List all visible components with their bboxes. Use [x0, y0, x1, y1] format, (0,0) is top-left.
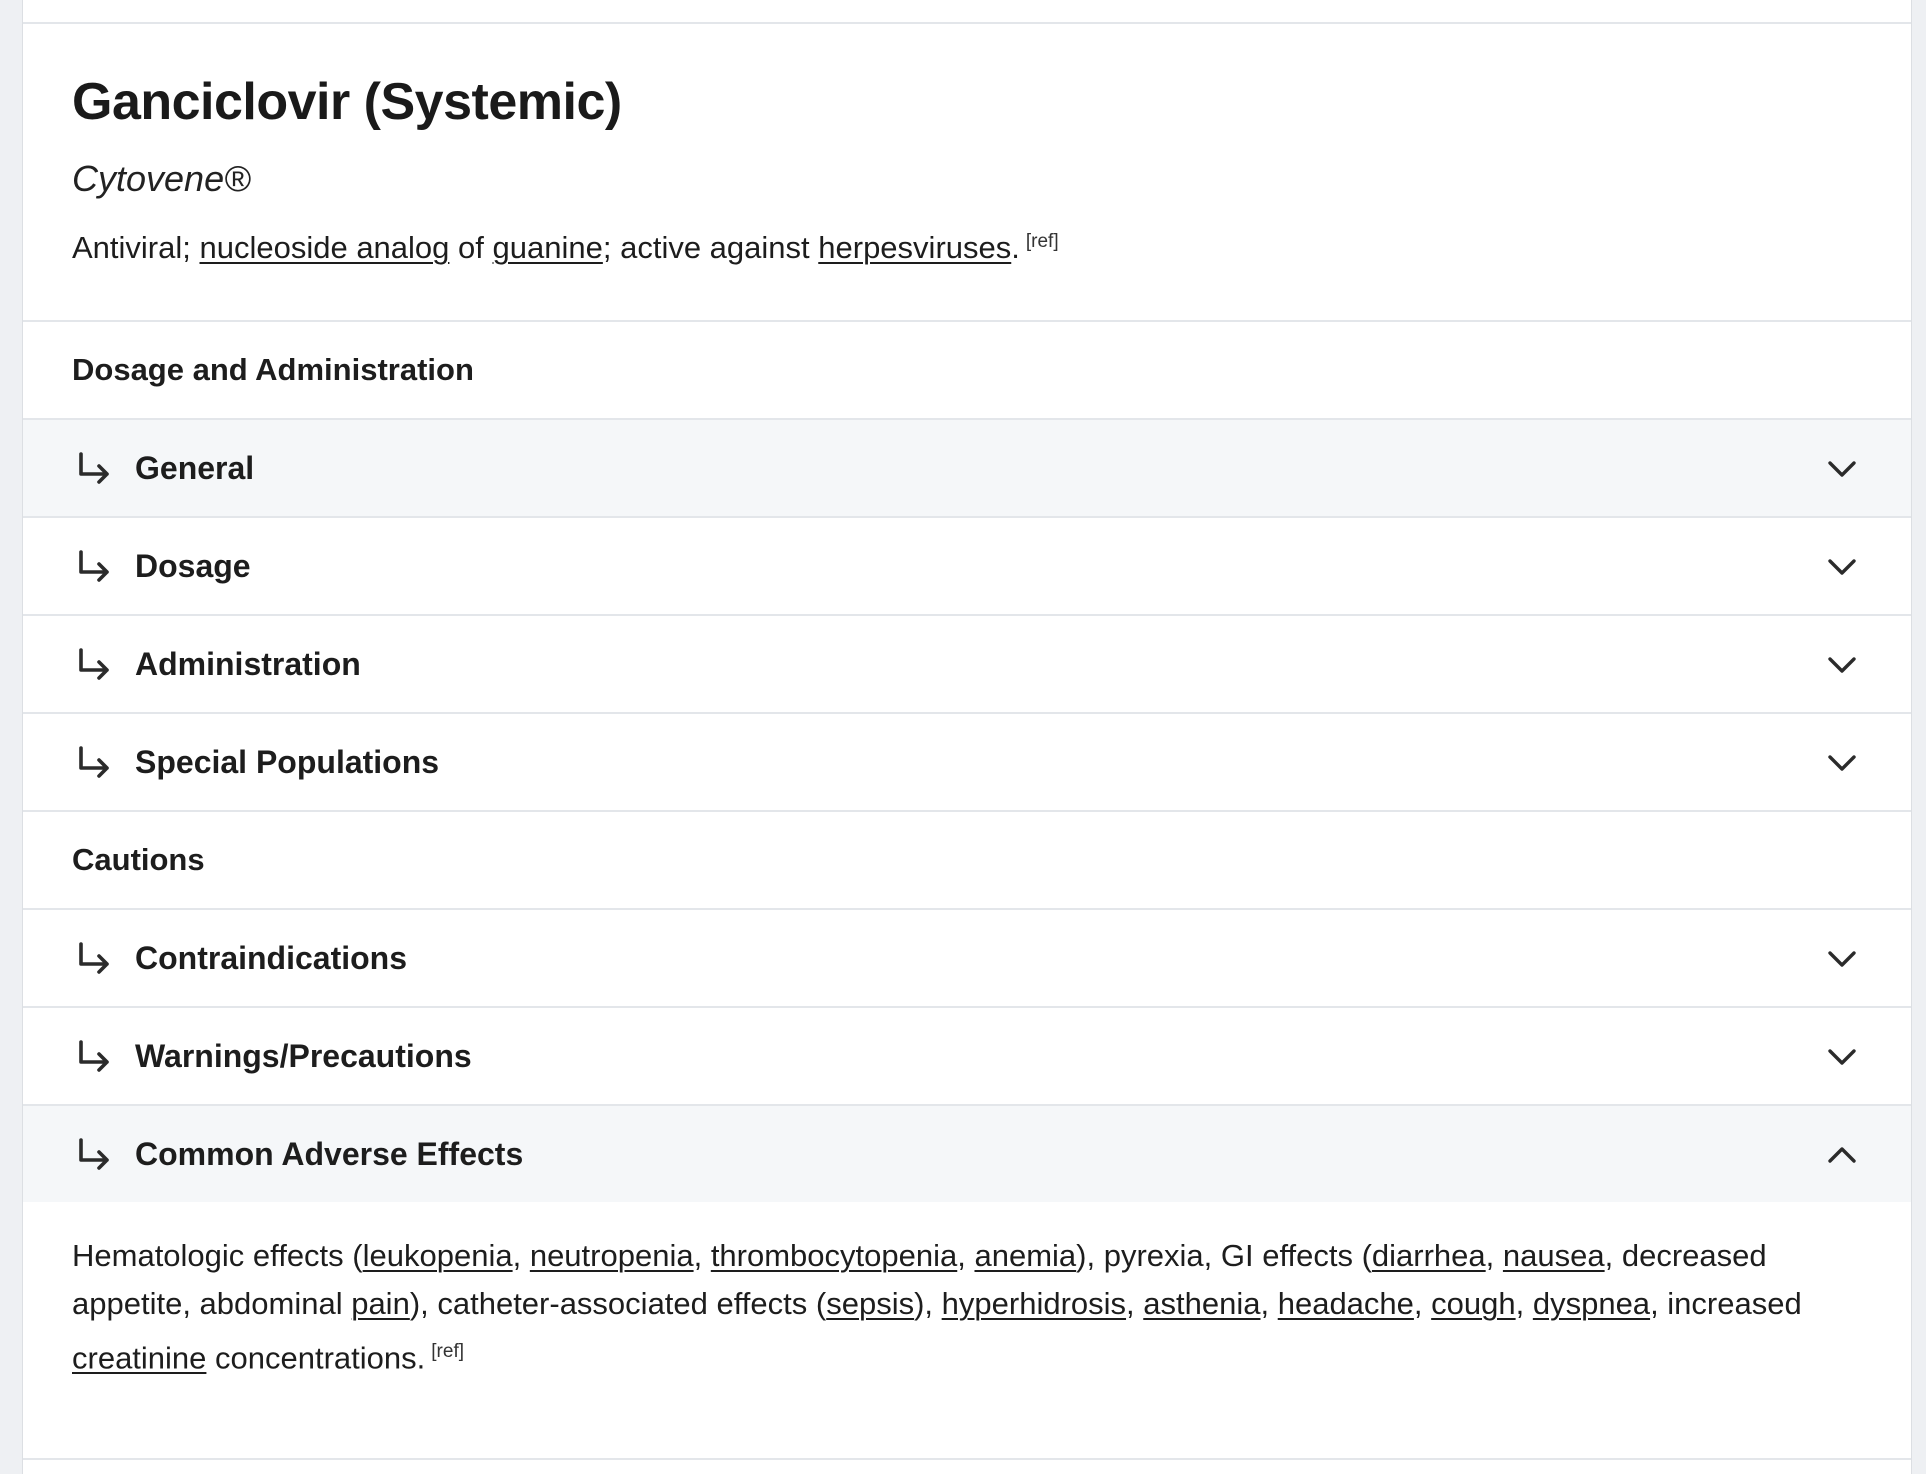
- accordion-label: General: [135, 450, 255, 486]
- monograph-header: [23, 24, 1911, 322]
- link-creatinine[interactable]: creatinine: [72, 1340, 207, 1376]
- link-pain[interactable]: pain: [351, 1286, 410, 1321]
- accordion-warnings-precautions[interactable]: [23, 1008, 1911, 1106]
- link-nucleoside-analog[interactable]: nucleoside analog: [199, 230, 450, 265]
- link-asthenia[interactable]: asthenia: [1143, 1286, 1261, 1321]
- subdirectory-arrow-icon: [75, 744, 115, 784]
- accordion-label: Warnings/Precautions: [135, 1038, 472, 1074]
- ref-link[interactable]: [ref]: [431, 1341, 465, 1362]
- link-guanine[interactable]: guanine: [492, 230, 603, 265]
- accordion-administration[interactable]: [23, 616, 1911, 714]
- chevron-down-icon[interactable]: [1827, 748, 1857, 778]
- page-title: Ganciclovir (Systemic): [72, 73, 622, 131]
- accordion-label: Dosage: [135, 548, 251, 584]
- link-dyspnea[interactable]: dyspnea: [1532, 1286, 1651, 1321]
- chevron-down-icon[interactable]: [1827, 454, 1857, 484]
- subdirectory-arrow-icon: [75, 940, 115, 980]
- accordion-label: Common Adverse Effects: [135, 1136, 524, 1172]
- accordion-dosage[interactable]: [23, 518, 1911, 616]
- brand-name: Cytovene®: [72, 158, 251, 199]
- link-leukopenia[interactable]: leukopenia: [362, 1238, 513, 1273]
- section-heading: Cautions: [72, 842, 205, 877]
- drug-description: Antiviral; nucleoside analog of guanine; active against herpesviruses. [ref]: [72, 230, 1059, 265]
- link-thrombocytopenia[interactable]: thrombocytopenia: [710, 1238, 958, 1273]
- link-headache[interactable]: headache: [1277, 1286, 1414, 1321]
- subdirectory-arrow-icon: [75, 548, 115, 588]
- link-neutropenia[interactable]: neutropenia: [529, 1238, 694, 1273]
- subdirectory-arrow-icon: [75, 646, 115, 686]
- section-cautions: [23, 812, 1911, 910]
- subdirectory-arrow-icon: [75, 1038, 115, 1078]
- link-sepsis[interactable]: sepsis: [826, 1286, 915, 1321]
- link-anemia[interactable]: anemia: [974, 1238, 1077, 1273]
- accordion-common-adverse-effects[interactable]: [23, 1106, 1911, 1202]
- link-diarrhea[interactable]: diarrhea: [1371, 1238, 1486, 1273]
- chevron-down-icon[interactable]: [1827, 1042, 1857, 1072]
- chevron-down-icon[interactable]: [1827, 552, 1857, 582]
- chevron-down-icon[interactable]: [1827, 650, 1857, 680]
- section-heading: Dosage and Administration: [72, 352, 474, 387]
- accordion-label: Contraindications: [135, 940, 408, 976]
- bottom-divider: [23, 1458, 1911, 1460]
- ref-link[interactable]: [ref]: [1025, 230, 1059, 252]
- accordion-contraindications[interactable]: [23, 910, 1911, 1008]
- subdirectory-arrow-icon: [75, 450, 115, 490]
- link-nausea[interactable]: nausea: [1502, 1238, 1605, 1273]
- accordion-label: Special Populations: [135, 744, 440, 780]
- link-cough[interactable]: cough: [1431, 1286, 1516, 1321]
- accordion-label: Administration: [135, 646, 361, 682]
- subdirectory-arrow-icon: [75, 1136, 115, 1176]
- monograph-page: [22, 0, 1912, 1474]
- chevron-down-icon[interactable]: [1827, 944, 1857, 974]
- link-hyperhidrosis[interactable]: hyperhidrosis: [941, 1286, 1127, 1321]
- adverse-effects-content: Hematologic effects (leukopenia, neutropenia, thrombocytopenia, anemia), pyrexia, GI effects (diarrhea, nausea, decreased appetite, abdominal pain), catheter-associated effects (sepsis), hyperhidrosis, asthenia, headache, cough, dyspnea, increased creatinine concentrations. [ref]: [72, 1238, 1802, 1376]
- accordion-general[interactable]: [23, 420, 1911, 518]
- accordion-special-populations[interactable]: [23, 714, 1911, 812]
- chevron-up-icon[interactable]: [1827, 1140, 1857, 1170]
- link-herpesviruses[interactable]: herpesviruses: [818, 230, 1012, 265]
- section-dosage-administration: [23, 322, 1911, 420]
